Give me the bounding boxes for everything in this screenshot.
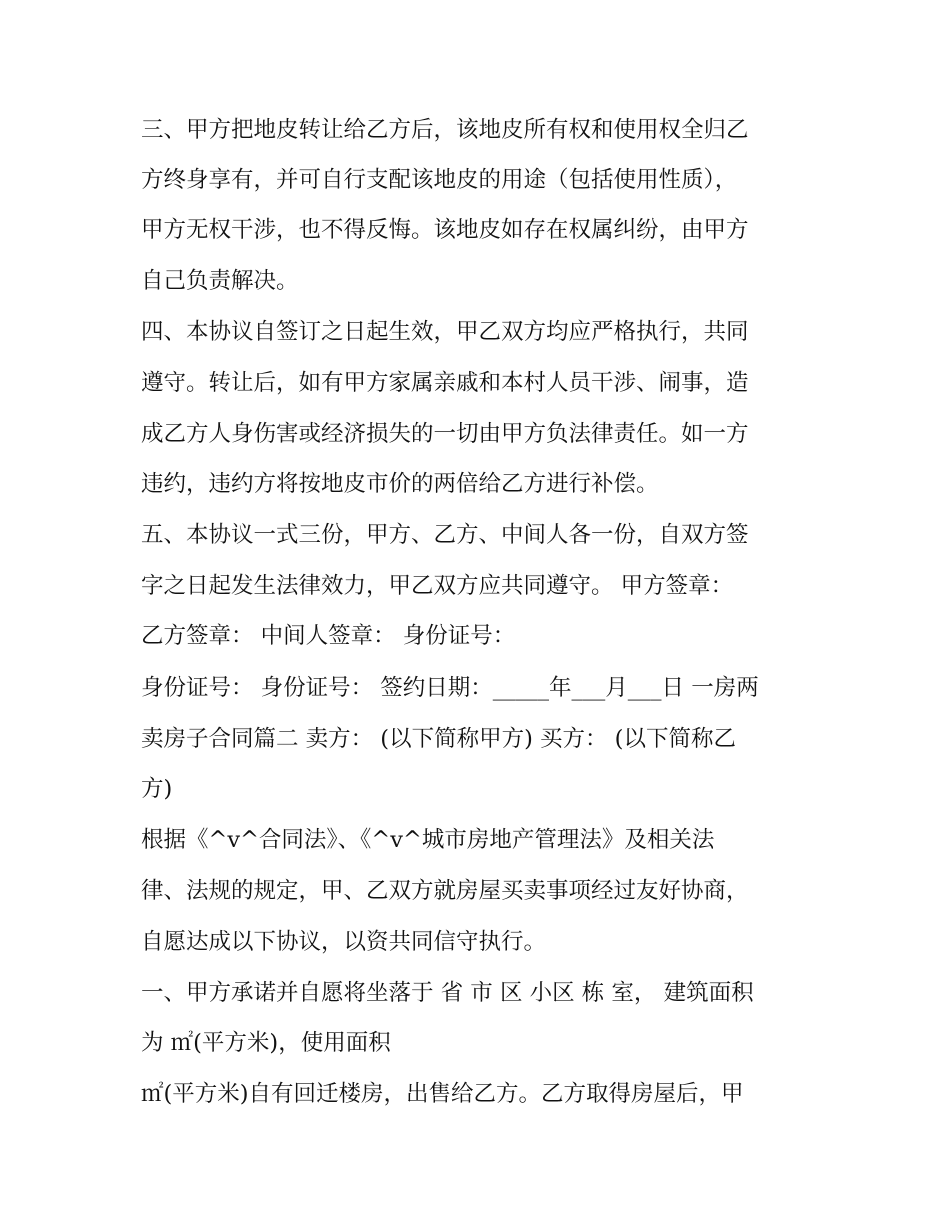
- text-line: 乙方签章： 中间人签章： 身份证号：: [141, 623, 516, 649]
- text-line: 五、本协议一式三份，甲方、乙方、中间人各一份，自双方签: [141, 522, 749, 548]
- text-line: 根据《^v^合同法》、《^v^城市房地产管理法》及相关法: [141, 827, 715, 853]
- text-line: 自愿达成以下协议，以资共同信守执行。: [141, 929, 547, 955]
- text-line: 遵守。转让后，如有甲方家属亲戚和本村人员干涉、闹事，造: [141, 370, 749, 396]
- text-line: 一、甲方承诺并自愿将坐落于 省 市 区 小区 栋 室， 建筑面积: [141, 980, 754, 1006]
- text-line: 方终身享有，并可自行支配该地皮的用途（包括使用性质），: [141, 167, 738, 193]
- text-line: 三、甲方把地皮转让给乙方后，该地皮所有权和使用权全归乙: [141, 117, 749, 143]
- text-line: 卖房子合同篇二 卖方： (以下简称甲方) 买方： (以下简称乙: [141, 726, 736, 752]
- text-line: 律、法规的规定，甲、乙双方就房屋买卖事项经过友好协商，: [141, 878, 749, 904]
- text-line: 为 ㎡(平方米)，使用面积: [141, 1030, 391, 1056]
- text-line: 违约，违约方将按地皮市价的两倍给乙方进行补偿。: [141, 471, 659, 497]
- text-line: 四、本协议自签订之日起生效，甲乙双方均应严格执行，共同: [141, 319, 749, 345]
- text-line: 字之日起发生法律效力，甲乙双方应共同遵守。 甲方签章：: [141, 573, 734, 599]
- text-line: 甲方无权干涉，也不得反悔。该地皮如存在权属纠纷，由甲方: [141, 217, 749, 243]
- text-line: 自己负责解决。: [141, 268, 299, 294]
- text-line: 身份证号： 身份证号： 签约日期：_____年___月___日 一房两: [141, 675, 759, 701]
- text-line: 方): [141, 776, 173, 802]
- text-line: 成乙方人身伤害或经济损失的一切由甲方负法律责任。如一方: [141, 421, 749, 447]
- text-line: ㎡(平方米)自有回迁楼房，出售给乙方。乙方取得房屋后，甲: [141, 1081, 744, 1107]
